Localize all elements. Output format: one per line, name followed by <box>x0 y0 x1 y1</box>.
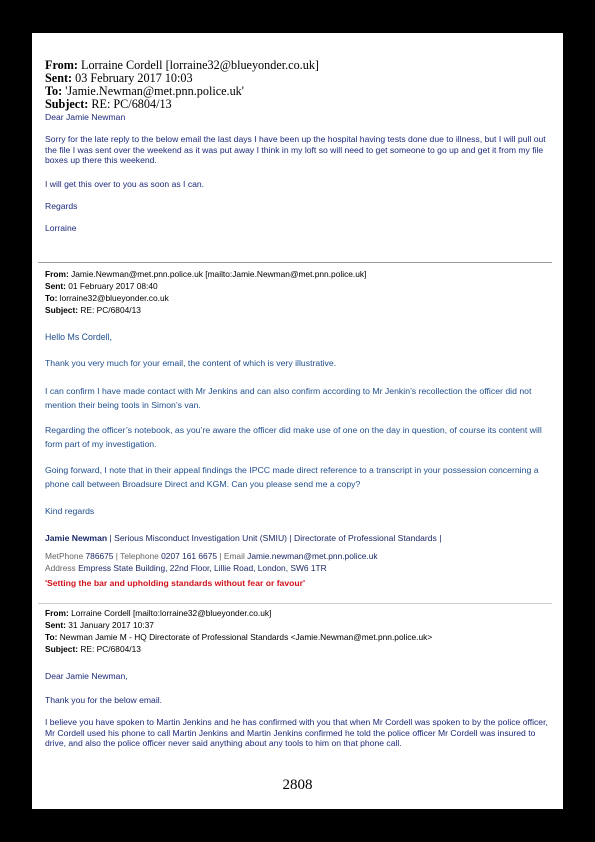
email2-metphone: 786675 <box>85 551 114 561</box>
email2-subject-value: RE: PC/6804/13 <box>80 305 141 315</box>
email1-closing: Regards <box>45 201 78 211</box>
email2-sig-name: Jamie Newman <box>45 533 108 543</box>
email1-to-label: To: <box>45 84 63 98</box>
email1-greeting: Dear Jamie Newman <box>45 112 126 122</box>
email2-subject-label: Subject: <box>45 305 79 315</box>
email3-greeting: Dear Jamie Newman, <box>45 671 128 681</box>
email2-sig-unit: | Serious Misconduct Investigation Unit (SMIU) | Directorate of Professional Standards | <box>107 533 442 543</box>
email3-to-label: To: <box>45 632 58 642</box>
email2-email-label: | Email <box>219 551 245 561</box>
email3-from-label: From: <box>45 608 69 618</box>
email2-to-value: lorraine32@blueyonder.co.uk <box>59 293 169 303</box>
email3-subject-label: Subject: <box>45 644 79 654</box>
email2-closing: Kind regards <box>45 506 95 516</box>
email1-from-value: Lorraine Cordell [lorraine32@blueyonder.co.uk] <box>81 58 319 72</box>
email1-paragraph2: I will get this over to you as soon as I can. <box>45 179 205 189</box>
email1-subject-line <box>45 98 172 111</box>
email2-paragraph1: Thank you very much for your email, the content of which is very illustrative. <box>45 358 337 368</box>
email2-email[interactable]: Jamie.newman@met.pnn.police.uk <box>247 551 378 561</box>
email1-subject-value: RE: PC/6804/13 <box>91 97 172 111</box>
email2-address-line <box>45 563 327 573</box>
email2-sent-value: 01 February 2017 08:40 <box>68 281 158 291</box>
email3-subject-line <box>45 644 141 655</box>
email2-paragraph2: I can confirm I have made contact with Mr Jenkins and can also confirm according to Mr Jenkin’s recollection the officer did not mention their being tools in Simon’s van. <box>45 386 532 411</box>
email2-to-line <box>45 293 169 304</box>
email3-paragraph1: Thank you for the below email. <box>45 695 163 705</box>
email1-sent-line <box>45 72 193 85</box>
email2-metphone-label: MetPhone <box>45 551 84 561</box>
email2-sent-line <box>45 281 158 292</box>
email3-sent-line <box>45 620 154 631</box>
email2-to-label: To: <box>45 293 58 303</box>
email3-from-value: Lorraine Cordell [mailto:lorraine32@blueyonder.co.uk] <box>71 608 272 618</box>
email1-to-line <box>45 85 244 98</box>
divider <box>38 262 552 263</box>
email3-to-value: Newman Jamie M - HQ Directorate of Professional Standards <Jamie.Newman@met.pnn.police.uk> <box>59 632 433 642</box>
email1-from-line <box>45 59 319 72</box>
email1-sent-value: 03 February 2017 10:03 <box>75 71 193 85</box>
email2-signature-line <box>45 533 441 543</box>
email1-from-label: From: <box>45 58 78 72</box>
email1-sent-label: Sent: <box>45 71 73 85</box>
email2-subject-line <box>45 305 141 316</box>
email3-to-line <box>45 632 432 643</box>
email2-telephone: 0207 161 6675 <box>161 551 218 561</box>
email2-address-label: Address <box>45 563 76 573</box>
email2-from-label: From: <box>45 269 69 279</box>
email1-subject-label: Subject: <box>45 97 89 111</box>
email2-motto: 'Setting the bar and upholding standards without fear or favour' <box>45 578 305 588</box>
email2-from-value: Jamie.Newman@met.pnn.police.uk [mailto:Jamie.Newman@met.pnn.police.uk] <box>71 269 367 279</box>
email2-paragraph4: Going forward, I note that in their appeal findings the IPCC made direct reference to a transcript in your possession concerning a phone call between Broadsure Direct and KGM. Can you please send me a copy? <box>45 465 539 490</box>
email3-paragraph2: I believe you have spoken to Martin Jenkins and he has confirmed with you that when Mr Cordell was spoken to by the police officer, Mr Cordell used his phone to call Martin Jenkins and Martin Jenkins confirmed he told the police officer Mr Cordell was insured to drive, and also the police officer never said anything about any tools to him on that phone call. <box>45 717 548 749</box>
document-page <box>32 33 563 809</box>
email2-sent-label: Sent: <box>45 281 66 291</box>
page-number: 2808 <box>282 777 313 793</box>
email1-to-value: 'Jamie.Newman@met.pnn.police.uk' <box>65 84 244 98</box>
email2-from-line <box>45 269 366 280</box>
email3-from-line <box>45 608 271 619</box>
email3-sent-label: Sent: <box>45 620 66 630</box>
email3-subject-value: RE: PC/6804/13 <box>80 644 141 654</box>
email2-contact-line <box>45 551 378 561</box>
email2-telephone-label: | Telephone <box>115 551 159 561</box>
email2-greeting: Hello Ms Cordell, <box>45 332 112 342</box>
email2-paragraph3: Regarding the officer’s notebook, as you’re aware the officer did make use of one on the day in question, of course its content will form part of my investigation. <box>45 425 542 450</box>
divider <box>38 603 552 604</box>
email1-signature: Lorraine <box>45 223 77 233</box>
email1-paragraph1: Sorry for the late reply to the below email the last days I have been up the hospital having tests done due to illness, but I will pull out the file I was sent over the weekend as it was put away I think in my loft so will need to get someone to go up and get it from my file boxes up there this weekend. <box>45 134 546 166</box>
email2-address: Empress State Building, 22nd Floor, Lillie Road, London, SW6 1TR <box>78 563 327 573</box>
email3-sent-value: 31 January 2017 10:37 <box>68 620 154 630</box>
